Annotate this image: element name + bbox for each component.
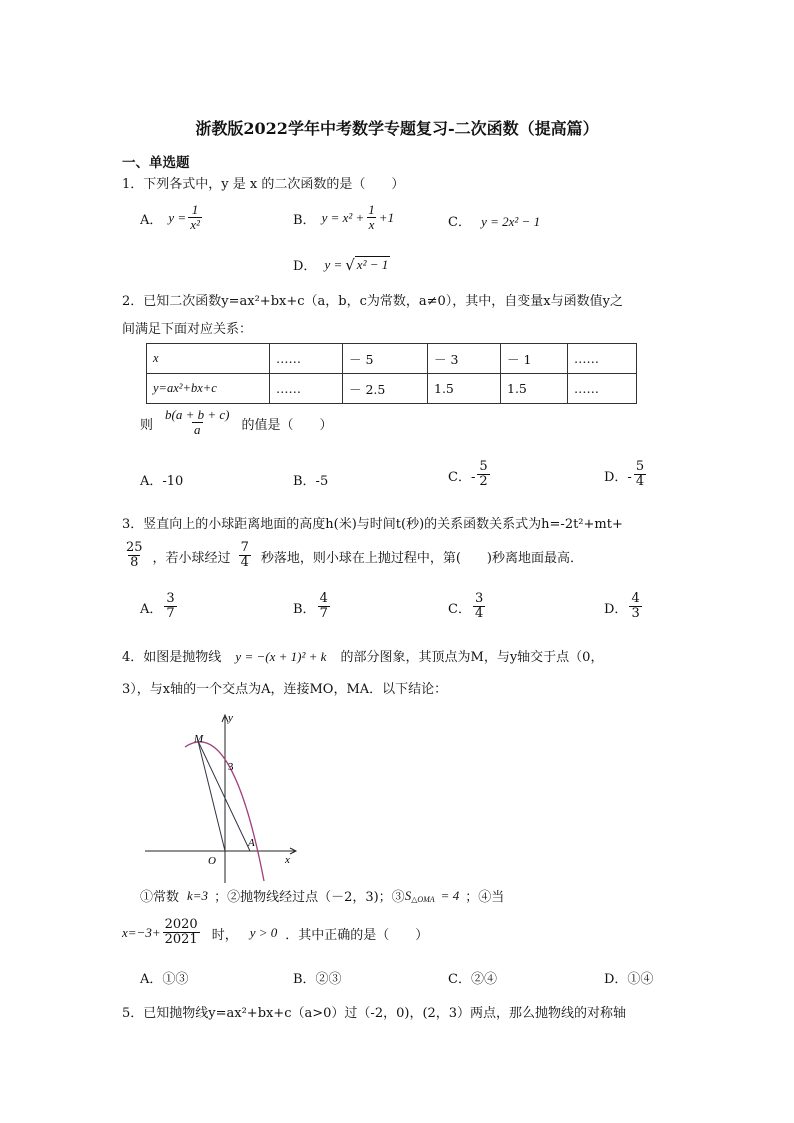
q3-option-a xyxy=(140,592,179,622)
table-cell: － 1 xyxy=(501,344,568,374)
q3-stem-line2 xyxy=(122,541,583,571)
q3-f2-num: 7 xyxy=(240,540,249,555)
q4-s-symbol: S xyxy=(404,887,412,903)
q1-b-pre: y = x² + xyxy=(321,210,365,226)
y-intercept-label: 3 xyxy=(228,761,234,773)
page-title: 浙教版2022学年中考数学专题复习-二次函数（提高篇） xyxy=(195,119,599,138)
q3-f1-den: 8 xyxy=(130,555,139,571)
q4-c1: ①常数 xyxy=(140,890,180,905)
q2-option-c xyxy=(448,460,492,490)
q2-option-a: A．-10 xyxy=(140,474,184,489)
q3-option-b-label: B． xyxy=(293,601,316,617)
q1-option-b-label: B． xyxy=(293,212,316,228)
table-cell: …… xyxy=(270,344,343,374)
q3-option-d-label: D． xyxy=(604,601,628,617)
q1-a-fraction xyxy=(188,203,202,233)
q1-option-c xyxy=(448,211,540,230)
q2-tail: 的值是（ ） xyxy=(241,417,333,433)
q4-stem-line2: 3），与x轴的一个交点为A，连接MO，MA．以下结论： xyxy=(122,682,448,697)
q1-a-den: x² xyxy=(190,217,200,233)
table-cell: － 2.5 xyxy=(343,374,428,404)
q4-stem-part-a: 4．如图是抛物线 xyxy=(122,650,222,665)
q2-c-den: 2 xyxy=(479,474,488,490)
q2-option-c-label: C．- xyxy=(448,469,476,485)
q1-option-a-label: A． xyxy=(140,212,163,228)
q4-parabola-expr: y = −(x + 1)² + k xyxy=(235,649,327,664)
q4-option-c: C．②④ xyxy=(448,972,497,987)
q1-d-lhs: y = xyxy=(324,256,343,272)
q4-s-value: = 4 xyxy=(440,887,460,903)
q2-option-d xyxy=(604,460,648,490)
segment-mo xyxy=(198,741,225,851)
point-a-label: A xyxy=(248,837,255,849)
q2-c-num: 5 xyxy=(479,459,488,474)
q3-fraction-1 xyxy=(124,541,145,571)
q3-a-fraction xyxy=(164,592,176,622)
q3-option-c-label: C． xyxy=(448,601,471,617)
q3-a-den: 7 xyxy=(166,606,175,622)
q2-option-b: B．-5 xyxy=(293,474,329,489)
q3-b-den: 7 xyxy=(319,606,328,622)
q4-x-pre: x=−3+ xyxy=(122,925,161,941)
q1-b-den: x xyxy=(368,217,375,233)
y-axis-label: y xyxy=(228,712,233,724)
q1-b-fraction xyxy=(366,203,377,233)
table-row xyxy=(147,374,637,404)
q3-f1-num: 25 xyxy=(126,540,143,555)
section-heading: 一、单选题 xyxy=(122,155,190,171)
q1-option-c-label: C． xyxy=(448,215,471,230)
q3-c-fraction xyxy=(473,592,485,622)
table-cell: …… xyxy=(568,374,637,404)
q2-option-d-label: D．- xyxy=(604,469,632,485)
q4-c2: ；②抛物线经过点（－2，3)；③ xyxy=(214,890,405,905)
q3-f2-den: 4 xyxy=(240,555,249,571)
q1-d-radicand: x² − 1 xyxy=(356,257,389,272)
q4-k-expr: k=3 xyxy=(187,887,209,903)
table-cell: …… xyxy=(270,374,343,404)
q4-option-d: D．①④ xyxy=(604,972,654,987)
table-cell: …… xyxy=(568,344,637,374)
q1-option-d xyxy=(293,255,390,274)
origin-label: O xyxy=(208,855,216,867)
q4-x-den: 2021 xyxy=(164,932,198,948)
q4-conclusions-line1 xyxy=(140,886,504,905)
q3-c-num: 3 xyxy=(474,591,484,606)
q4-c4: 时， xyxy=(211,927,238,943)
table-cell: 1.5 xyxy=(501,374,568,404)
x-axis-label: x xyxy=(285,854,290,866)
q1-a-lhs: y = xyxy=(168,210,187,226)
q5-stem: 5．已知抛物线y=ax²+bx+c（a>0）过（-2，0)，(2，3）两点，那么抛物线的对称轴 xyxy=(122,1006,627,1021)
q1-option-b xyxy=(293,203,394,233)
q1-b-num: 1 xyxy=(368,202,375,217)
q2-d-fraction xyxy=(634,460,646,490)
q1-a-num: 1 xyxy=(191,202,199,217)
q1-option-a xyxy=(140,203,204,233)
q3-b-fraction xyxy=(318,592,330,622)
q3-tail: 秒落地，则小球在上抛过程中，第( )秒离地面最高． xyxy=(260,550,583,566)
q1-b-post: +1 xyxy=(378,210,395,226)
q3-fraction-2 xyxy=(239,541,251,571)
q3-d-fraction xyxy=(629,592,641,622)
q3-option-d xyxy=(604,592,644,622)
q3-option-b xyxy=(293,592,332,622)
q3-option-c xyxy=(448,592,487,622)
q3-b-num: 4 xyxy=(319,591,328,606)
q2-c-fraction xyxy=(477,460,489,490)
vertex-label: M xyxy=(194,733,204,745)
q4-conclusions-line2 xyxy=(122,918,428,948)
table-cell: 1.5 xyxy=(428,374,501,404)
q4-c5: ．其中正确的是（ ） xyxy=(285,927,429,943)
q4-option-a: A．①③ xyxy=(140,972,189,987)
q2-stem-line1: 2．已知二次函数y=ax²+bx+c（a，b，c为常数，a≠0），其中，自变量x与函数值y之 xyxy=(122,294,623,309)
parabola-figure xyxy=(140,705,310,887)
q2-d-num: 5 xyxy=(635,459,645,474)
table-cell: － 3 xyxy=(428,344,501,374)
q3-mid: ，若小球经过 xyxy=(152,550,231,566)
table-row xyxy=(147,344,637,374)
q3-c-den: 4 xyxy=(474,606,484,622)
q4-option-b: B．②③ xyxy=(293,972,342,987)
q2-then: 则 xyxy=(140,417,154,433)
q1-c-expr: y = 2x² − 1 xyxy=(481,214,541,229)
q1-option-d-label: D． xyxy=(293,259,317,274)
q4-x-num: 2020 xyxy=(164,917,198,932)
q4-x-fraction xyxy=(163,918,200,948)
q4-y-gt: y > 0 xyxy=(249,925,278,941)
q2-stem-line2: 间满足下面对应关系： xyxy=(122,322,253,337)
q2-frac-num: b(a + b + c) xyxy=(165,407,230,422)
table-cell: x xyxy=(147,344,270,374)
q3-option-a-label: A． xyxy=(140,601,163,617)
table-cell: － 5 xyxy=(343,344,428,374)
q4-c3: ；④当 xyxy=(465,890,505,905)
q3-d-den: 3 xyxy=(631,606,640,622)
q3-stem-line1: 3．竖直向上的小球距离地面的高度h(米)与时间t(秒)的关系函数关系式为h=-2t²+mt+ xyxy=(122,517,623,532)
q4-stem-line1 xyxy=(122,646,603,665)
q4-stem-part-b: 的部分图象，其顶点为M，与y轴交于点（0， xyxy=(340,650,604,665)
q1-stem: 1．下列各式中，y 是 x 的二次函数的是（ ） xyxy=(122,177,405,192)
q3-d-num: 4 xyxy=(631,591,640,606)
q2-expression-line xyxy=(140,408,333,438)
q2-frac-den: a xyxy=(194,422,201,438)
q2-d-den: 4 xyxy=(635,474,645,490)
radical-sign-icon: √ xyxy=(345,255,355,274)
value-table xyxy=(146,343,637,404)
q4-s-subscript: △OMA xyxy=(411,895,435,904)
q2-fraction xyxy=(163,408,231,438)
q3-a-num: 3 xyxy=(166,591,175,606)
table-cell: y=ax²+bx+c xyxy=(147,374,270,404)
